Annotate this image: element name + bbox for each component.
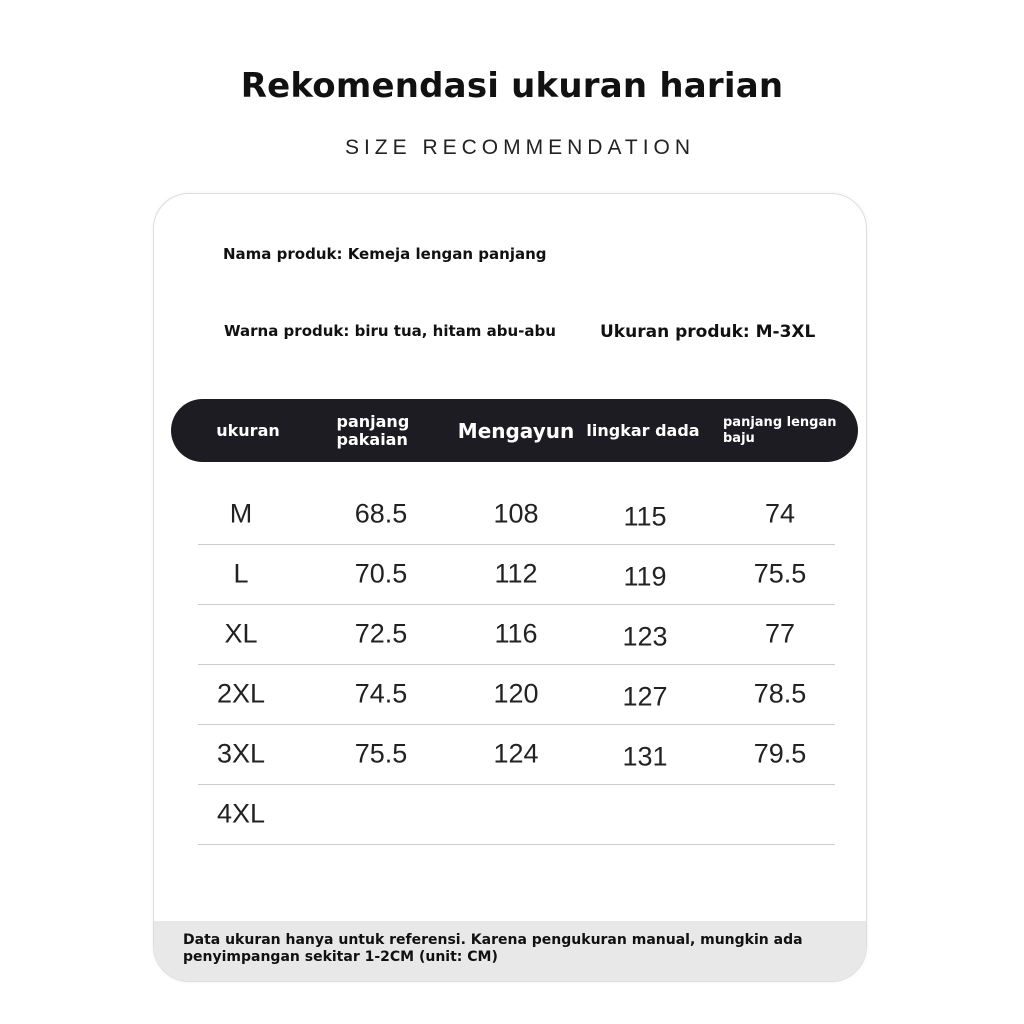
table-cell: 3XL xyxy=(216,738,266,769)
table-row xyxy=(198,664,835,725)
table-row xyxy=(198,604,835,665)
table-cell: 116 xyxy=(494,618,538,649)
header-mengayun: Mengayun xyxy=(457,418,575,443)
table-header xyxy=(171,399,858,462)
table-cell: 120 xyxy=(493,678,539,709)
table-cell: 79.5 xyxy=(753,738,807,769)
size-card xyxy=(153,193,867,982)
product-color: Warna produk: biru tua, hitam abu-abu xyxy=(224,322,556,340)
table-cell: 119 xyxy=(623,561,667,592)
table-row xyxy=(198,484,835,545)
table-row xyxy=(198,724,835,785)
table-cell: 72.5 xyxy=(354,618,408,649)
footer-text: Data ukuran hanya untuk referensi. Karena pengukuran manual, mungkin ada penyimpangan sekitar 1-2CM (unit: CM) xyxy=(183,932,803,965)
table-cell: 115 xyxy=(623,501,667,532)
table-cell: 74 xyxy=(764,498,796,529)
table-cell: 68.5 xyxy=(354,498,408,529)
header-ukuran: ukuran xyxy=(216,420,280,440)
product-name: Nama produk: Kemeja lengan panjang xyxy=(223,245,547,263)
table-cell: 74.5 xyxy=(354,678,408,709)
header-panjang-pakaian: panjang pakaian xyxy=(336,411,410,449)
table-cell: 4XL xyxy=(216,798,266,829)
table-cell: 131 xyxy=(622,741,668,772)
table-cell: 112 xyxy=(494,558,538,589)
table-cell: 124 xyxy=(493,738,539,769)
table-row xyxy=(198,784,835,845)
table-row xyxy=(198,544,835,605)
table-cell: 78.5 xyxy=(753,678,807,709)
table-cell: 108 xyxy=(493,498,539,529)
product-sizes: Ukuran produk: M-3XL xyxy=(600,322,816,342)
table-cell: 127 xyxy=(622,681,668,712)
table-cell: L xyxy=(233,558,249,589)
table-cell: 75.5 xyxy=(354,738,408,769)
table-cell: 75.5 xyxy=(753,558,807,589)
table-cell: XL xyxy=(224,618,258,649)
header-lingkar-dada: lingkar dada xyxy=(586,420,700,440)
page-subtitle: SIZE RECOMMENDATION xyxy=(344,136,696,159)
table-cell: 77 xyxy=(764,618,796,649)
footer-note xyxy=(154,921,866,981)
table-cell: 2XL xyxy=(216,678,266,709)
table-cell: 70.5 xyxy=(354,558,408,589)
header-panjang-lengan: panjang lengan baju xyxy=(723,414,837,446)
table-cell: M xyxy=(229,498,253,529)
page-title: Rekomendasi ukuran harian xyxy=(240,66,784,106)
table-cell: 123 xyxy=(622,621,668,652)
